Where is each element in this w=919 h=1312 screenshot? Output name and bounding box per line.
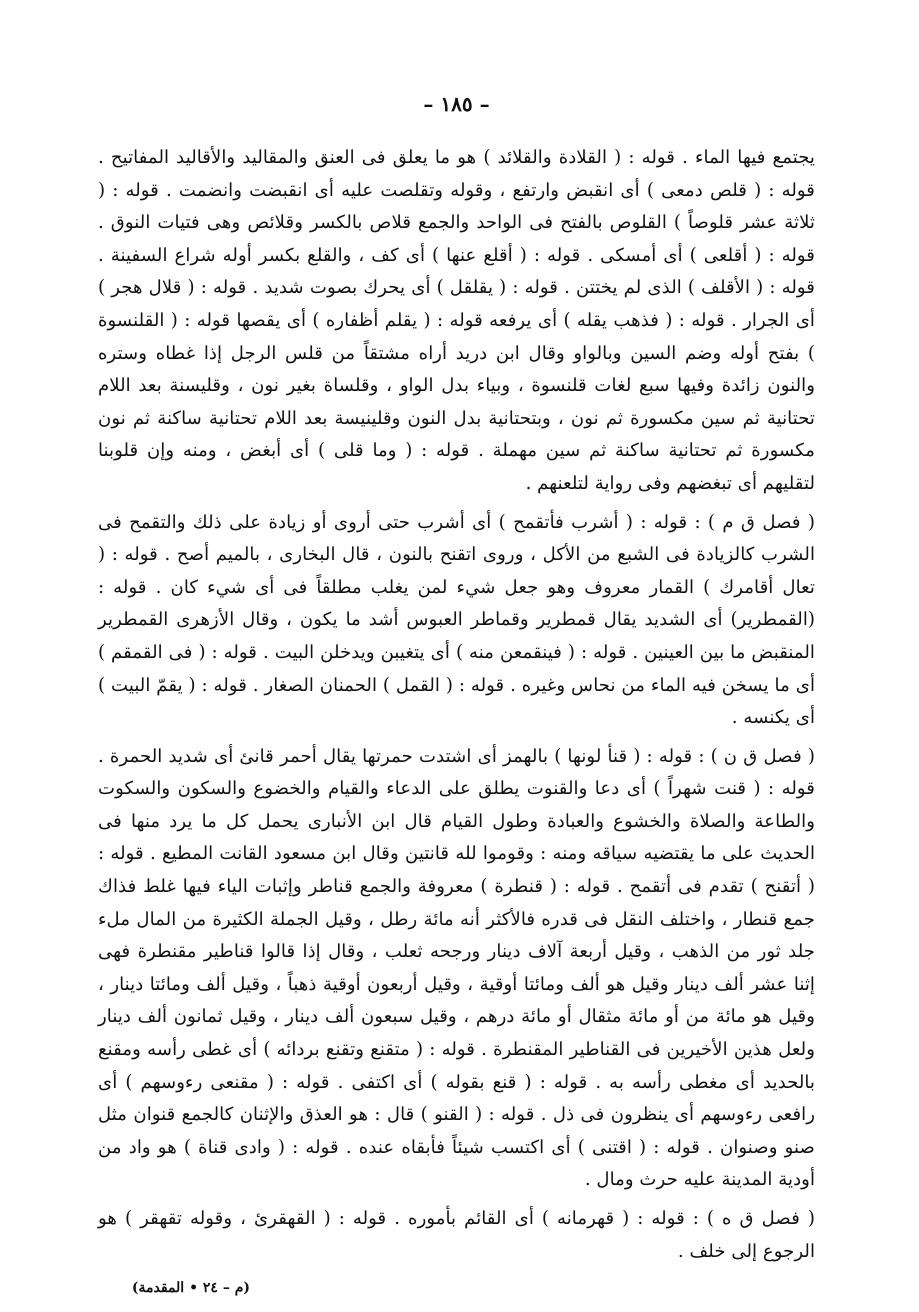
paragraph-qaf-nun: ( فصل ق ن ) : قوله : ( قنأ لونها ) بالهمز أى اشتدت حمرتها يقال أحمر قانئ أى شديد الحمرة . قوله : ( قنت شهراً ) أى دعا والقنوت يطلق على الدعاء والقيام والخضوع والسكون والسكوت والطاعة والصلاة والخشوع والعبادة وطول القيام قال ابن الأنبارى يحمل كل ما يرد منها فى الحديث على ما يقتضيه سياقه ومنه : وقوموا لله قانتين وقال ابن مسعود القانت المطيع . قوله : ( أتقنح ) تقدم فى أتقمح . قوله : ( قنطرة ) معروفة والجمع قناطر وإثبات الياء فيها غلط فذاك جمع قنطار ، واختلف النقل فى قدره فالأكثر أنه مائة رطل ، وقيل الجملة الكثيرة من المال ملء جلد ثور من الذهب ، وقيل أربعة آلاف دينار ورجحه ثعلب ، وقال إذا قالوا قناطير مقنطرة فهى إثنا عشر ألف دينار وقيل هو ألف ومائتا أوقية ، وقيل أربعون أوقية ذهباً ، وقيل ألف ومائتا دينار ، وقيل هو مائة من أو مائة مثقال أو مائة درهم ، وقيل سبعون ألف دينار ، وقيل ثمانون ألف دينار ولعل هذين الأخيرين فى القناطير المقنطرة . قوله : ( متقنع وتقنع بردائه ) أى غطى رأسه ومقنع بالحديد أى مغطى رأسه به . قوله : ( قنع بقوله ) أى اكتفى . قوله : ( مقنعى رءوسهم ) أى رافعى رءوسهم أى ينظرون فى ذل . قوله : ( القنو ) قال : هو العذق والإثنان كالجمع قنوان مثل صنو وصنوان . قوله : ( اقتنى ) أى اكتسب شيئاً فأبقاه عنده . قوله : ( وادى قناة ) هو واد من أودية المدينة عليه حرث ومال . <box>98 745 815 1191</box>
paragraph-qaf-ha: ( فصل ق ه ) : قوله : ( قهرمانه ) أى القائم بأموره . قوله : ( القهقرئ ، وقوله تقهقر ) هو الرجوع إلى خلف . <box>98 1208 815 1262</box>
paragraph-qaf-mim: ( فصل ق م ) : قوله : ( أشرب فأتقمح ) أى أشرب حتى أروى أو زيادة على ذلك والتقمح فى الشرب كالزيادة فى الشبع من الأكل ، وروى اتقنح بالنون ، قال البخارى ، بالميم أصح . قوله : ( تعال أقامرك ) القمار معروف وهو جعل شيء لمن يغلب مطلقاً فى أى شيء كان . قوله : (القمطرير) أى الشديد يقال قمطرير وقماطر العبوس أشد ما يكون ، وقال الأزهرى القمطرير المنقبض ما بين العينين . قوله : ( فينقمعن منه ) أى يتغيبن ويدخلن البيت . قوله : ( فى القمقم ) أى ما يسخن فيه الماء من نحاس وغيره . قوله : ( القمل ) الحمنان الصغار . قوله : ( يقمّ البيت ) أى يكنسه . <box>98 511 815 729</box>
page-number: – ١٨٥ – <box>423 92 490 116</box>
paragraph-qaf-lam: يجتمع فيها الماء . قوله : ( القلادة والقلائد ) هو ما يعلق فى العنق والمقاليد والأقاليد المفاتيح . قوله : ( قلص دمعى ) أى انقبض وارتفع ، وقوله وتقلصت عليه أى انقبضت وانضمت . قوله : ( ثلاثة عشر قلوصاً ) القلوص بالفتح فى الواحد والجمع قلاص بالكسر وقلائص وهى فتيات النوق . قوله : ( أقلعى ) أى أمسكى . قوله : ( أقلع عنها ) أى كف ، والقلع بكسر أوله شراع السفينة . قوله : ( الأقلف ) الذى لم يختتن . قوله : ( يقلقل ) أى يحرك بصوت شديد . قوله : ( قلال هجر ) أى الجرار . قوله : ( فذهب يقله ) أى يرفعه قوله : ( يقلم أظفاره ) أى يقصها قوله : ( القلنسوة ) بفتح أوله وضم السين وبالواو وقال ابن دريد أراه مشتقاً من قلس الرجل إذا غطاه وستره والنون زائدة وفيها سبع لغات قلنسوة ، وبياء بدل الواو ، وقلساة بغير نون ، وقليسنة بعد اللام تحتانية ثم سين مكسورة ثم نون ، وبتحتانية بدل النون وقلينيسة بعد اللام تحتانية ساكنة ثم نون مكسورة ثم تحتانية ساكنة ثم سين مهملة . قوله : ( وما قلى ) أى أبغض ، ومنه وإن قلوبنا لتقليهم أى تبغضهم وفى رواية لتلعنهم . <box>98 147 815 494</box>
footer-signature: (م – ٢٤ • المقدمة) <box>131 1280 250 1297</box>
page-body <box>98 142 815 1268</box>
